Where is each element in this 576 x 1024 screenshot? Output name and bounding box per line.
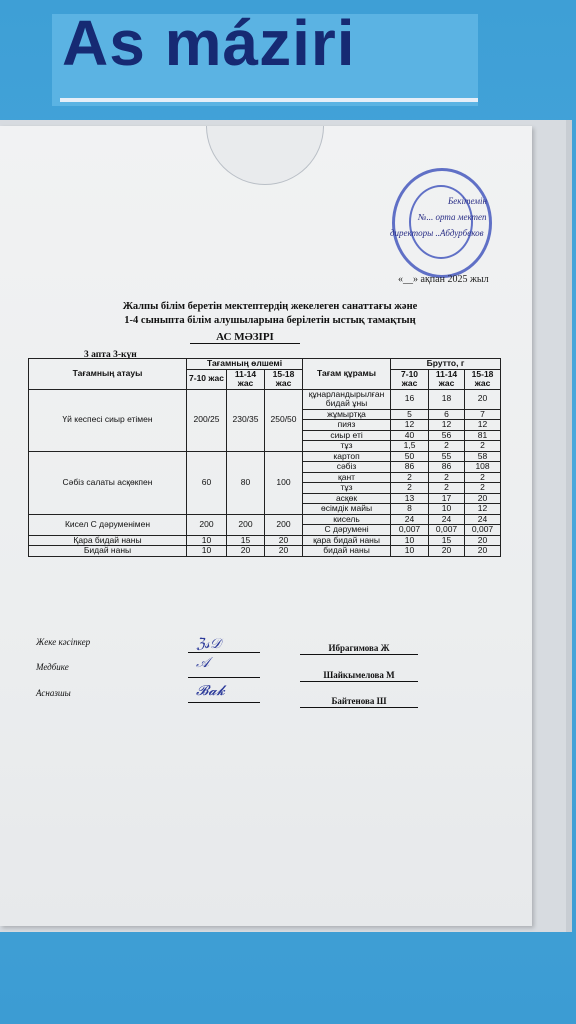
ingredient-name-cell: сәбіз bbox=[303, 462, 391, 473]
ingredient-name-cell: картоп bbox=[303, 451, 391, 462]
brutto-cell-age-1: 24 bbox=[391, 514, 429, 525]
brutto-cell-age-1: 13 bbox=[391, 493, 429, 504]
brutto-cell-age-2: 0,007 bbox=[429, 525, 465, 536]
brutto-cell-age-3: 2 bbox=[465, 472, 501, 483]
signature-line-2 bbox=[188, 677, 260, 678]
ingredient-name-cell: тұз bbox=[303, 483, 391, 494]
approval-line-3: директоры ..Абдурбеков bbox=[390, 228, 484, 238]
week-day-label: 3 апта 3-күн bbox=[84, 350, 137, 360]
brutto-cell-age-3: 12 bbox=[465, 504, 501, 515]
table-row bbox=[29, 514, 501, 525]
ingredient-name-cell: тұз bbox=[303, 441, 391, 452]
brutto-cell-age-1: 2 bbox=[391, 483, 429, 494]
portion-cell-age-3: 100 bbox=[265, 451, 303, 514]
brutto-cell-age-3: 20 bbox=[465, 546, 501, 557]
brutto-cell-age-2: 15 bbox=[429, 535, 465, 546]
official-stamp bbox=[392, 168, 492, 278]
brutto-cell-age-3: 12 bbox=[465, 420, 501, 431]
dish-name-cell: Қара бидай наны bbox=[29, 535, 187, 546]
brutto-cell-age-3: 0,007 bbox=[465, 525, 501, 536]
ingredient-name-cell: қант bbox=[303, 472, 391, 483]
brutto-cell-age-2: 55 bbox=[429, 451, 465, 462]
signature-line-3 bbox=[188, 702, 260, 703]
brutto-cell-age-3: 20 bbox=[465, 389, 501, 409]
brutto-cell-age-1: 1,5 bbox=[391, 441, 429, 452]
brutto-cell-age-3: 2 bbox=[465, 483, 501, 494]
header-brutto-age-2: 11-14 жас bbox=[429, 369, 465, 389]
portion-cell-age-2: 200 bbox=[227, 514, 265, 535]
heading-line-2: 1-4 сыныпта білім алушыларына берілетін ыстық тамақтың bbox=[124, 315, 416, 326]
header-brutto-age-3: 15-18 жас bbox=[465, 369, 501, 389]
brutto-cell-age-1: 50 bbox=[391, 451, 429, 462]
brutto-cell-age-1: 2 bbox=[391, 472, 429, 483]
ingredient-name-cell: сиыр еті bbox=[303, 430, 391, 441]
portion-cell-age-1: 200/25 bbox=[187, 389, 227, 451]
ingredient-name-cell: пияз bbox=[303, 420, 391, 431]
portion-cell-age-1: 60 bbox=[187, 451, 227, 514]
brutto-cell-age-2: 6 bbox=[429, 409, 465, 420]
brutto-cell-age-3: 20 bbox=[465, 535, 501, 546]
approval-line-2: №... орта мектеп bbox=[418, 212, 487, 222]
header-composition: Тағам құрамы bbox=[303, 359, 391, 390]
signature-role-2: Медбике bbox=[36, 662, 69, 672]
menu-table bbox=[28, 358, 501, 557]
menu-title: АС МӘЗІРІ bbox=[190, 331, 300, 344]
table-row bbox=[29, 535, 501, 546]
brutto-cell-age-1: 40 bbox=[391, 430, 429, 441]
header-brutto-age-1: 7-10 жас bbox=[391, 369, 429, 389]
signature-name-3: Байтенова Ш bbox=[300, 696, 418, 708]
portion-cell-age-3: 200 bbox=[265, 514, 303, 535]
table-row bbox=[29, 546, 501, 557]
menu-table-body bbox=[29, 389, 501, 556]
brutto-cell-age-1: 5 bbox=[391, 409, 429, 420]
table-row bbox=[29, 451, 501, 462]
approval-line-1: Бекітемін bbox=[448, 196, 487, 206]
brutto-cell-age-2: 12 bbox=[429, 420, 465, 431]
portion-cell-age-1: 10 bbox=[187, 546, 227, 557]
header-portion-age-2: 11-14 жас bbox=[227, 369, 265, 389]
signature-scribble-1: ℨ𝓈𝒟 bbox=[196, 637, 221, 652]
portion-cell-age-2: 15 bbox=[227, 535, 265, 546]
heading-line-1: Жалпы білім беретін мектептердің жекелеген санаттағы және bbox=[122, 301, 418, 312]
brutto-cell-age-2: 24 bbox=[429, 514, 465, 525]
header-portion-age-1: 7-10 жас bbox=[187, 369, 227, 389]
brutto-cell-age-2: 18 bbox=[429, 389, 465, 409]
table-row bbox=[29, 389, 501, 409]
portion-cell-age-2: 20 bbox=[227, 546, 265, 557]
brutto-cell-age-3: 24 bbox=[465, 514, 501, 525]
brutto-cell-age-3: 7 bbox=[465, 409, 501, 420]
brutto-cell-age-3: 2 bbox=[465, 441, 501, 452]
signature-role-1: Жеке кәсіпкер bbox=[36, 637, 91, 647]
signature-name-2: Шайкымелова М bbox=[300, 670, 418, 682]
brutto-cell-age-2: 20 bbox=[429, 546, 465, 557]
portion-cell-age-2: 230/35 bbox=[227, 389, 265, 451]
sign-underline bbox=[60, 98, 478, 102]
brutto-cell-age-2: 2 bbox=[429, 441, 465, 452]
brutto-cell-age-2: 2 bbox=[429, 472, 465, 483]
ingredient-name-cell: С дәрумені bbox=[303, 525, 391, 536]
brutto-cell-age-1: 10 bbox=[391, 546, 429, 557]
ingredient-name-cell: бидай наны bbox=[303, 546, 391, 557]
brutto-cell-age-2: 17 bbox=[429, 493, 465, 504]
ingredient-name-cell: құнарландырылған бидай ұны bbox=[303, 389, 391, 409]
brutto-cell-age-1: 0,007 bbox=[391, 525, 429, 536]
portion-cell-age-2: 80 bbox=[227, 451, 265, 514]
signature-scribble-2: 𝒜 bbox=[196, 656, 210, 671]
header-dish: Тағамның атауы bbox=[29, 359, 187, 390]
brutto-cell-age-2: 86 bbox=[429, 462, 465, 473]
signature-scribble-3: 𝓑𝓪𝓴 bbox=[196, 684, 225, 699]
dish-name-cell: Үй кеспесі сиыр етімен bbox=[29, 389, 187, 451]
brutto-cell-age-1: 16 bbox=[391, 389, 429, 409]
signature-name-1: Ибрагимова Ж bbox=[300, 643, 418, 655]
signature-role-3: Асназшы bbox=[36, 688, 71, 698]
brutto-cell-age-2: 10 bbox=[429, 504, 465, 515]
dish-name-cell: Сәбіз салаты асқөкпен bbox=[29, 451, 187, 514]
portion-cell-age-3: 20 bbox=[265, 546, 303, 557]
header-portion: Тағамның өлшемі bbox=[187, 359, 303, 370]
header-brutto: Брутто, г bbox=[391, 359, 501, 370]
brutto-cell-age-1: 12 bbox=[391, 420, 429, 431]
brutto-cell-age-1: 86 bbox=[391, 462, 429, 473]
portion-cell-age-1: 10 bbox=[187, 535, 227, 546]
ingredient-name-cell: қара бидай наны bbox=[303, 535, 391, 546]
brutto-cell-age-3: 58 bbox=[465, 451, 501, 462]
brutto-cell-age-2: 56 bbox=[429, 430, 465, 441]
brutto-cell-age-3: 108 bbox=[465, 462, 501, 473]
ingredient-name-cell: өсімдік майы bbox=[303, 504, 391, 515]
brutto-cell-age-3: 20 bbox=[465, 493, 501, 504]
header-portion-age-3: 15-18 жас bbox=[265, 369, 303, 389]
brutto-cell-age-2: 2 bbox=[429, 483, 465, 494]
portion-cell-age-1: 200 bbox=[187, 514, 227, 535]
brutto-cell-age-1: 10 bbox=[391, 535, 429, 546]
approval-date: «__» ақпан 2025 жыл bbox=[398, 274, 489, 285]
portion-cell-age-3: 250/50 bbox=[265, 389, 303, 451]
dish-name-cell: Бидай наны bbox=[29, 546, 187, 557]
signature-line-1 bbox=[188, 652, 260, 653]
dish-name-cell: Кисел С дәруменімен bbox=[29, 514, 187, 535]
brutto-cell-age-1: 8 bbox=[391, 504, 429, 515]
portion-cell-age-3: 20 bbox=[265, 535, 303, 546]
brutto-cell-age-3: 81 bbox=[465, 430, 501, 441]
ingredient-name-cell: кисель bbox=[303, 514, 391, 525]
ingredient-name-cell: жұмыртқа bbox=[303, 409, 391, 420]
sign-title: As máziri bbox=[62, 7, 356, 79]
ingredient-name-cell: асқөк bbox=[303, 493, 391, 504]
